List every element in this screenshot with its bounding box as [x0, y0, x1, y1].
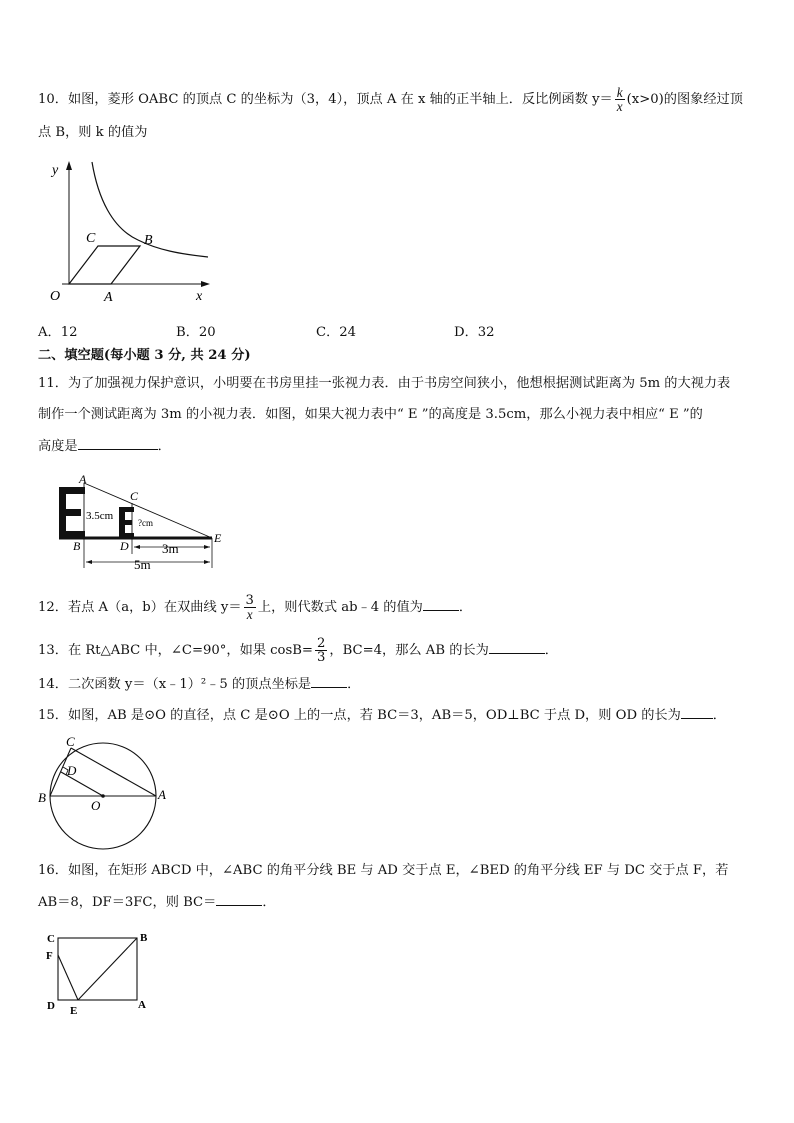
- q10-option-b[interactable]: B．20: [176, 325, 216, 340]
- q10-line1: [38, 86, 743, 113]
- q10-label-A: A: [104, 290, 113, 305]
- q13-text-b: ，BC=4，那么 AB 的长为: [329, 643, 489, 658]
- q11-line3-end: ．: [157, 439, 171, 454]
- q16-rectangle: [58, 938, 137, 1000]
- q15-label-C: C: [66, 734, 75, 749]
- q15-label-D: D: [67, 763, 77, 778]
- q16-answer-blank[interactable]: [216, 892, 262, 906]
- q16-label-D: D: [47, 1000, 55, 1012]
- q11-label-5m: 5m: [134, 557, 151, 572]
- q15-end: ．: [712, 708, 726, 723]
- q12-frac-num: 3: [245, 593, 254, 608]
- q10-x-arrow-icon: [201, 281, 210, 287]
- q10-rhombus: [69, 246, 140, 284]
- q10-line2: 点 B，则 k 的值为: [38, 125, 148, 140]
- q11-dim-3m-arrow-left-icon: [134, 545, 140, 549]
- q10-label-C: C: [86, 231, 96, 246]
- q11-label-h-big: 3.5cm: [86, 510, 114, 522]
- q13-answer-blank[interactable]: [489, 640, 545, 654]
- q16-label-F: F: [46, 950, 53, 962]
- q11-big-e-mid: [59, 509, 81, 516]
- q13-end: ．: [544, 643, 558, 658]
- q12-text-b: 上，则代数式 ab﹣4 的值为: [257, 600, 423, 615]
- q16-label-A: A: [138, 999, 146, 1011]
- q10-label-O: O: [50, 289, 61, 304]
- q11-label-D: D: [120, 539, 129, 553]
- q11-big-e-top: [59, 487, 85, 494]
- q11-dim-3m-arrow-right-icon: [204, 545, 210, 549]
- q14-answer-blank[interactable]: [311, 674, 347, 688]
- q15-label-A: A: [158, 787, 166, 802]
- q15-text: 15．如图，AB 是⊙O 的直径，点 C 是⊙O 上的一点，若 BC＝3，AB＝5，OD⊥BC 于点 D，则 OD 的长为: [38, 708, 681, 723]
- q16-figure: [40, 926, 160, 1018]
- q16-line2: [38, 892, 276, 913]
- q11-label-A: A: [79, 472, 87, 486]
- q16-label-B: B: [140, 932, 148, 944]
- q10-fraction: [615, 86, 625, 113]
- q12-text-a: 12．若点 A（a，b）在双曲线 y＝: [38, 600, 242, 615]
- q12-answer-blank[interactable]: [423, 597, 459, 611]
- q10-option-d[interactable]: D．32: [454, 325, 495, 340]
- q11-label-E: E: [214, 531, 222, 545]
- q14-text: 14．二次函数 y＝（x﹣1）²﹣5 的顶点坐标是: [38, 677, 312, 692]
- q12-fraction: [244, 594, 256, 621]
- q10-option-c[interactable]: C．24: [316, 325, 357, 340]
- q10-frac-den: x: [616, 99, 623, 114]
- q16-line1: 16．如图，在矩形 ABCD 中，∠ABC 的角平分线 BE 与 AD 交于点 E，∠BED 的角平分线 EF 与 DC 交于点 F，若: [38, 863, 729, 878]
- q16-bisector-be: [78, 938, 137, 1000]
- q10-text-b: (x>0)的图象经过顶: [626, 92, 743, 107]
- q14-end: ．: [347, 677, 361, 692]
- q11-label-B: B: [73, 539, 81, 553]
- q13-frac-den: 3: [317, 650, 326, 665]
- q15-figure: [34, 732, 174, 852]
- q15-label-B: B: [38, 790, 46, 805]
- q11-figure: [44, 470, 234, 574]
- q10-label-x: x: [196, 289, 203, 304]
- q12-line: [38, 594, 472, 621]
- q13-frac-num: 2: [317, 636, 326, 651]
- q15-label-O: O: [91, 798, 101, 813]
- q13-fraction: [315, 637, 327, 664]
- q11-line3-text: 高度是: [38, 439, 78, 454]
- q10-frac-num: k: [616, 85, 623, 100]
- q11-dim-5m-arrow-left-icon: [86, 560, 92, 564]
- q12-end: ．: [458, 600, 473, 615]
- q16-end: ．: [262, 895, 276, 910]
- q11-label-C: C: [130, 489, 139, 503]
- q11-dim-5m-arrow-right-icon: [204, 560, 210, 564]
- q11-label-3m: 3m: [162, 541, 179, 556]
- q10-label-y: y: [52, 163, 59, 178]
- q15-line: [38, 705, 726, 726]
- q15-answer-blank[interactable]: [681, 705, 713, 719]
- q11-line1: 11．为了加强视力保护意识，小明要在书房里挂一张视力表．由于书房空间狭小，他想根据测试距离为 5m 的大视力表: [38, 376, 731, 391]
- q16-bisector-ef: [58, 955, 78, 1000]
- q16-line2-text: AB＝8，DF＝3FC，则 BC＝: [38, 895, 217, 910]
- q11-answer-blank[interactable]: [78, 436, 158, 450]
- q16-label-C: C: [47, 933, 55, 945]
- q11-label-h-small: ?cm: [138, 518, 153, 528]
- q11-small-e-mid: [119, 520, 132, 525]
- q10-text-a: 10．如图，菱形 OABC 的顶点 C 的坐标为（3，4），顶点 A 在 x 轴的正半轴上．反比例函数 y＝: [38, 92, 613, 107]
- section2-title: 二、填空题(每小题 3 分, 共 24 分): [38, 348, 251, 363]
- q13-text-a: 13．在 Rt△ABC 中，∠C=90°，如果 cosB=: [38, 643, 313, 658]
- q10-option-a[interactable]: A．12: [38, 325, 78, 340]
- q10-figure: [40, 158, 220, 308]
- q13-line: [38, 637, 558, 664]
- q15-center-point: [101, 794, 105, 798]
- q15-chord-ca: [71, 748, 156, 796]
- q14-line: [38, 674, 360, 695]
- q11-line3: [38, 436, 171, 457]
- q12-frac-den: x: [246, 607, 253, 622]
- q10-label-B: B: [144, 233, 153, 248]
- q11-line2: 制作一个测试距离为 3m 的小视力表．如图，如果大视力表中“ E ”的高度是 3.5cm，那么小视力表中相应“ E ”的: [38, 407, 703, 422]
- q16-label-E: E: [70, 1005, 78, 1017]
- q10-y-arrow-icon: [66, 161, 72, 170]
